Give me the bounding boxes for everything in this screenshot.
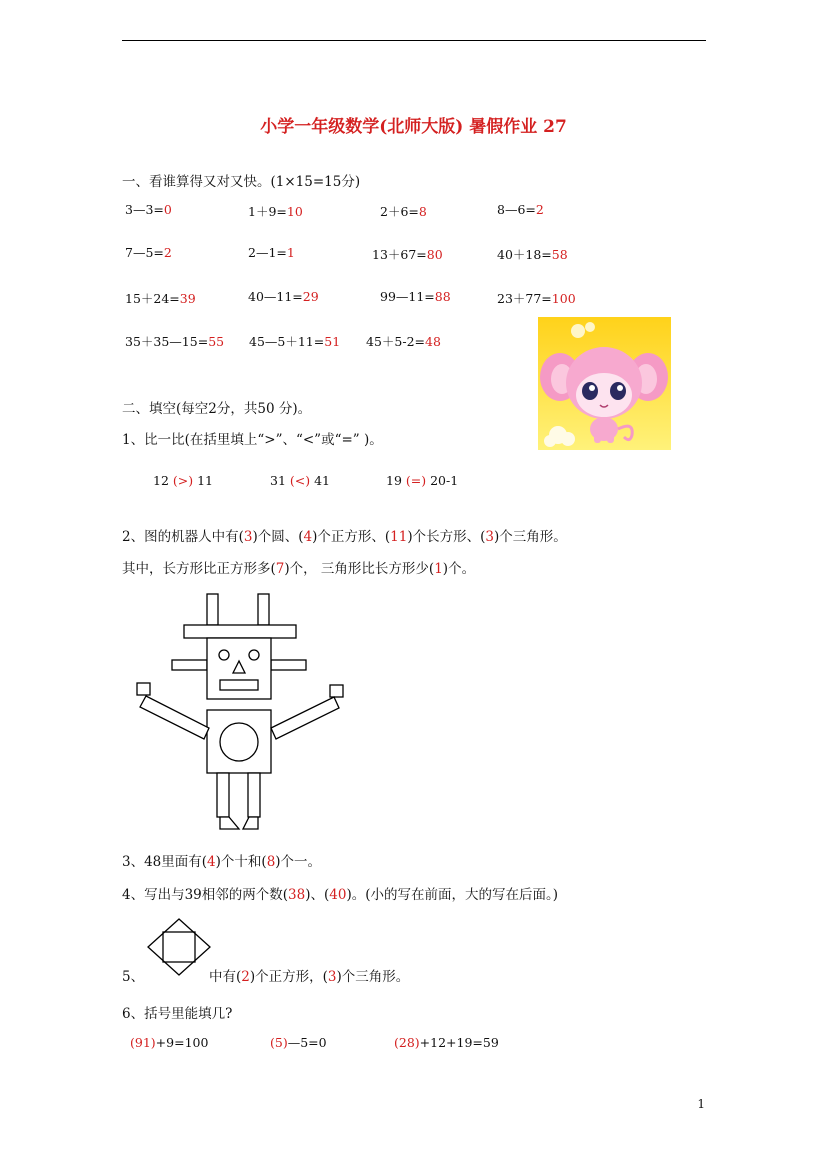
fill-blank-item: (5)—5=0 [270,1035,327,1050]
problem: 2＋6=8 [380,204,427,219]
problem: 3—3=0 [125,202,172,217]
section2-heading: 二、填空(每空2分，共50 分)。 [122,401,312,417]
square-in-diamond-figure [146,917,212,979]
problem: 99—11=88 [380,289,451,304]
fill-blank-item: (28)+12+19=59 [394,1035,499,1050]
page-number: 1 [697,1097,705,1111]
question-3: 3、48里面有(4)个十和(8)个一。 [122,854,322,870]
problem: 8—6=2 [497,202,544,217]
problem: 15＋24=39 [125,291,196,306]
comparison-item: 31 (<) 41 [270,473,331,488]
fill-blank-item: (91)+9=100 [130,1035,209,1050]
problem: 45—5＋11=51 [249,334,341,349]
problem: 45＋5-2=48 [366,334,441,349]
section1-heading: 一、看谁算得又对又快。(1×15=15分) [122,174,361,190]
problem: 35＋35—15=55 [125,334,225,349]
problem: 13＋67=80 [372,247,443,262]
question-5: 中有(2)个正方形，(3)个三角形。 [209,969,410,985]
problem: 23＋77=100 [497,291,576,306]
question-1-text: 1、比一比(在括里填上“>”、“<”或“=” )。 [122,432,383,448]
problem: 1＋9=10 [248,204,303,219]
problem: 40＋18=58 [497,247,568,262]
question-4: 4、写出与39相邻的两个数(38)、(40)。(小的写在前面，大的写在后面。) [122,887,559,903]
robot-shapes-diagram [130,588,360,838]
comparison-item: 12 (>) 11 [153,473,214,488]
problem: 7—5=2 [125,245,172,260]
problem: 40—11=29 [248,289,319,304]
question-2-line1: 2、图的机器人中有(3)个圆、(4)个正方形、(11)个长方形、(3)个三角形。 [122,529,567,545]
comparison-item: 19 (=) 20-1 [386,473,459,488]
header-rule [122,40,706,41]
question-5-number: 5、 [122,969,145,985]
question-6-heading: 6、括号里能填几? [122,1006,233,1022]
pink-monkey-cartoon-icon [538,317,671,450]
problem: 2—1=1 [248,245,295,260]
question-2-line2: 其中，长方形比正方形多(7)个， 三角形比长方形少(1)个。 [122,561,476,577]
page-title: 小学一年级数学(北师大版) 暑假作业 27 [260,117,567,137]
